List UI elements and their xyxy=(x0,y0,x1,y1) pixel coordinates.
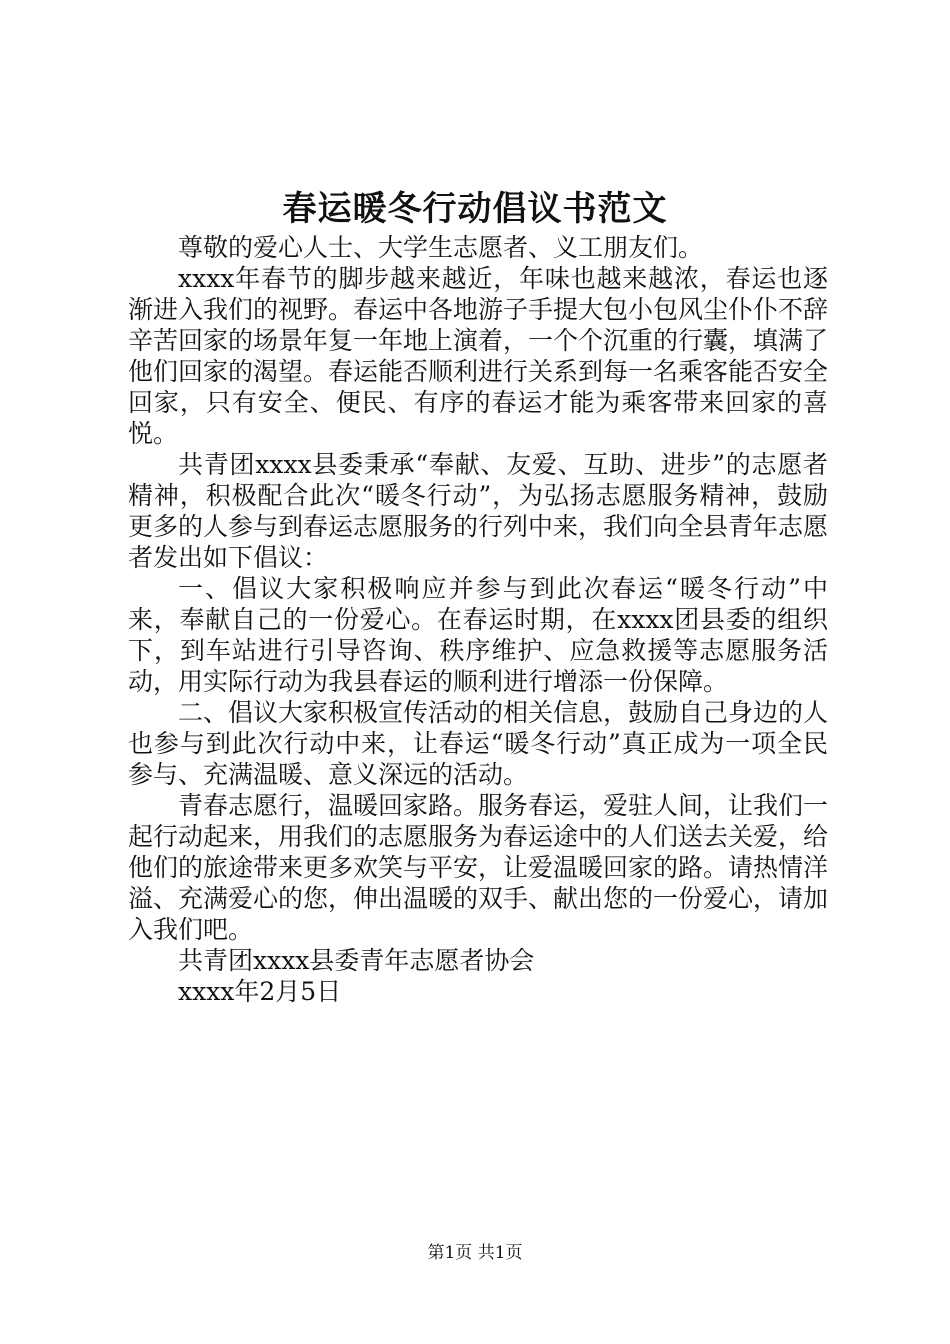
signature-date: xxxx年2月5日 xyxy=(178,977,342,1006)
paragraph-closing: 青春志愿行，温暖回家路。服务春运，爱驻人间，让我们一起行动起来，用我们的志愿服务为春运途中的人们送去关爱，给他们的旅途带来更多欢笑与平安，让爱温暖回家的路。请热情洋溢、充满爱心的您，伸出温暖的双手、献出您的一份爱心，请加入我们吧。 xyxy=(128,791,829,944)
paragraph-proposal-one: 一、倡议大家积极响应并参与到此次春运“暖冬行动”中来，奉献自己的一份爱心。在春运时期，在xxxx团县委的组织下，到车站进行引导咨询、秩序维护、应急救援等志愿服务活动，用实际行动为我县春运的顺利进行增添一份保障。 xyxy=(128,574,828,696)
salutation: 尊敬的爱心人士、大学生志愿者、义工朋友们。 xyxy=(178,233,704,262)
document-body xyxy=(128,232,828,1007)
signature-organization: 共青团xxxx县委青年志愿者协会 xyxy=(178,946,535,975)
document-title: 春运暖冬行动倡议书范文 xyxy=(282,189,668,229)
page-number-footer: 第1页 共1页 xyxy=(427,1243,523,1263)
paragraph-intro: xxxx年春节的脚步越来越近，年味也越来越浓，春运也逐渐进入我们的视野。春运中各地游子手提大包小包风尘仆仆不辞辛苦回家的场景年复一年地上演着，一个个沉重的行囊，填满了他们回家的渴望。春运能否顺利进行关系到每一名乘客能否安全回家，只有安全、便民、有序的春运才能为乘客带来回家的喜悦。 xyxy=(128,264,829,448)
paragraph-proposal-two: 二、倡议大家积极宣传活动的相关信息，鼓励自己身边的人也参与到此次行动中来，让春运“暖冬行动”真正成为一项全民参与、充满温暖、意义深远的活动。 xyxy=(128,698,829,789)
paragraph-spirit: 共青团xxxx县委秉承“奉献、友爱、互助、进步”的志愿者精神，积极配合此次“暖冬行动”，为弘扬志愿服务精神，鼓励更多的人参与到春运志愿服务的行列中来，我们向全县青年志愿者发出如下倡议： xyxy=(128,450,829,572)
